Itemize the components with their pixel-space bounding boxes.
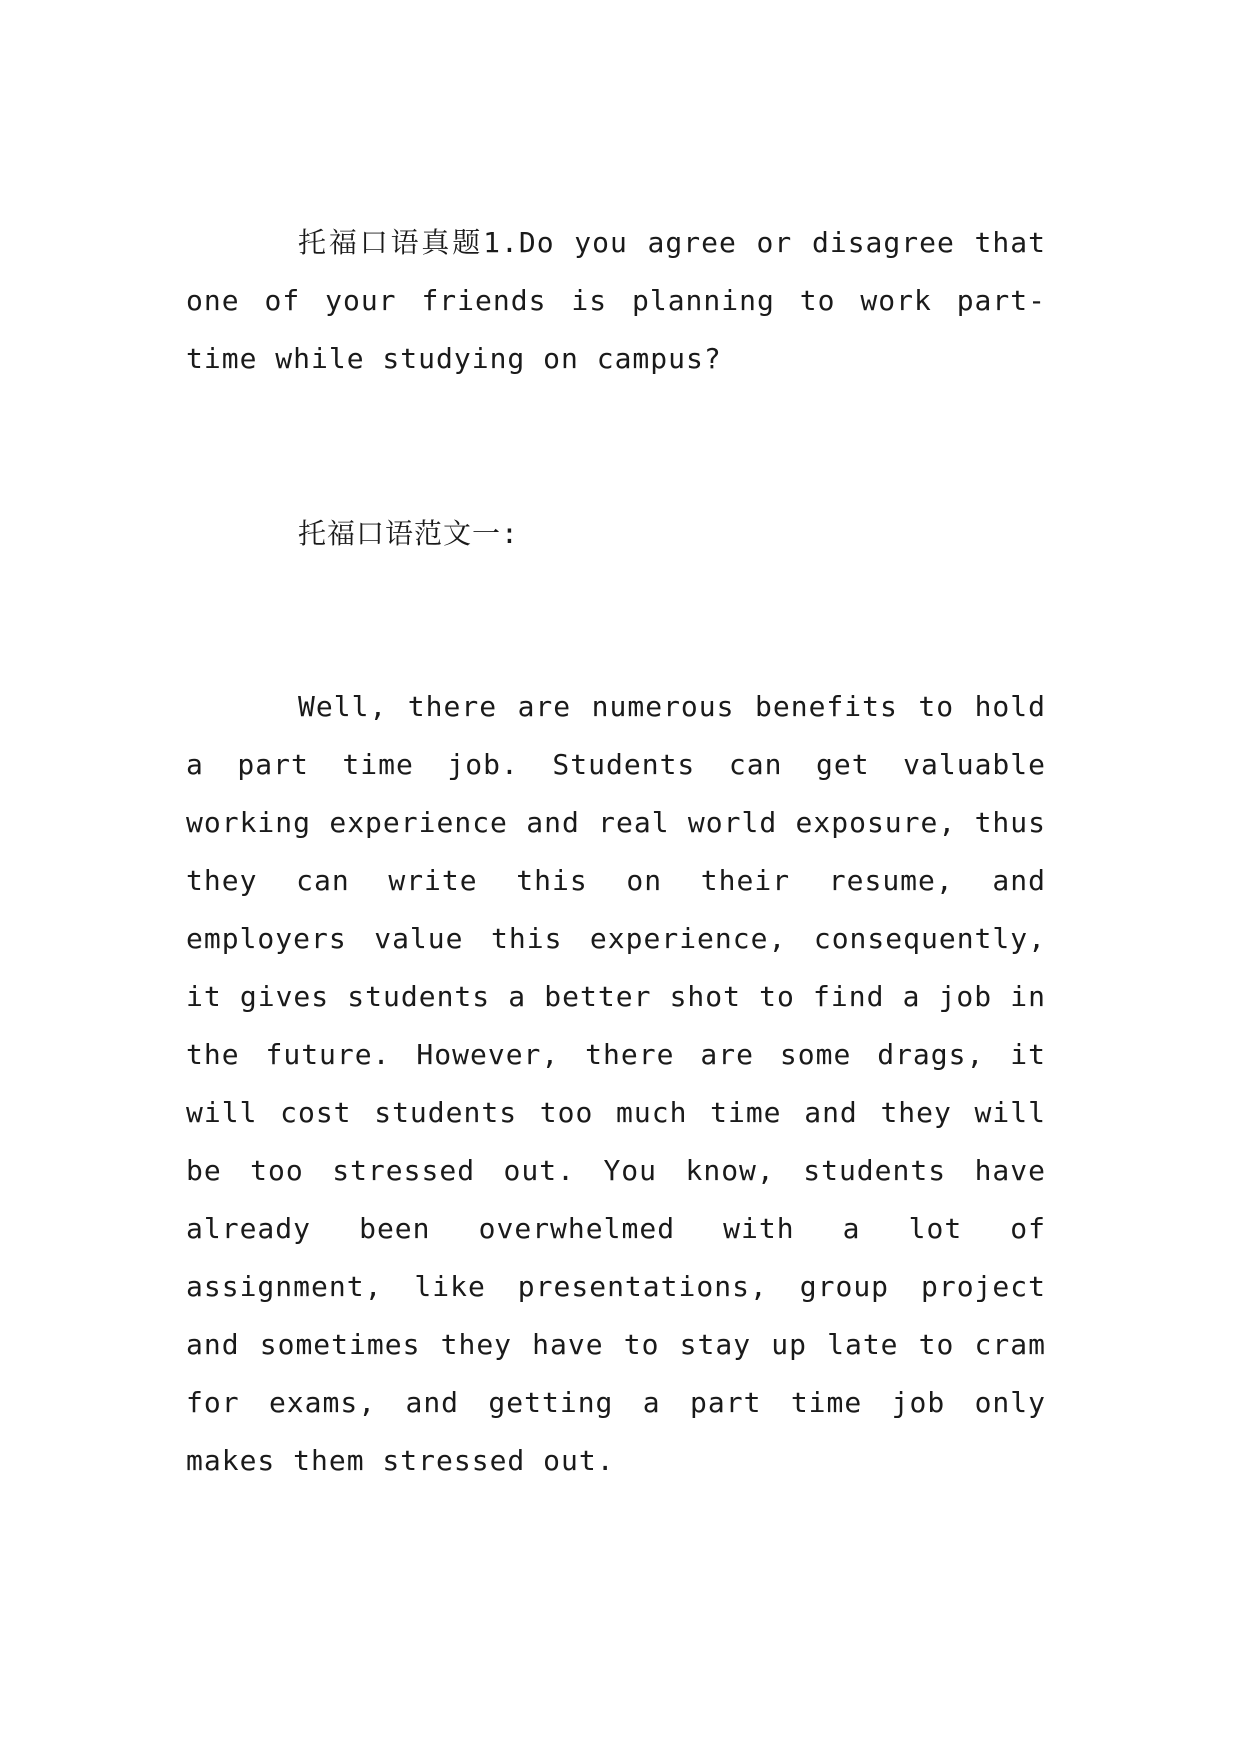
sample-body-paragraph: Well, there are numerous benefits to hold a part time job. Students can get valuable working experience and real world exposure, thus they can write this on their resume, and employers value this experience, consequently, it gives students a better shot to find a job in the future. However, there are some drags, it will cost students too much time and they will be too stressed out. You know, students have already been overwhelmed with a lot of assignment, like presentations, group project and sometimes they have to stay up late to cram for exams, and getting a part time job only makes them stressed out. <box>186 690 1046 1477</box>
question-paragraph: 托福口语真题1.Do you agree or disagree that one of your friends is planning to work part-time while studying on campus? <box>186 226 1046 375</box>
sample-heading: 托福口语范文一: <box>298 517 519 550</box>
